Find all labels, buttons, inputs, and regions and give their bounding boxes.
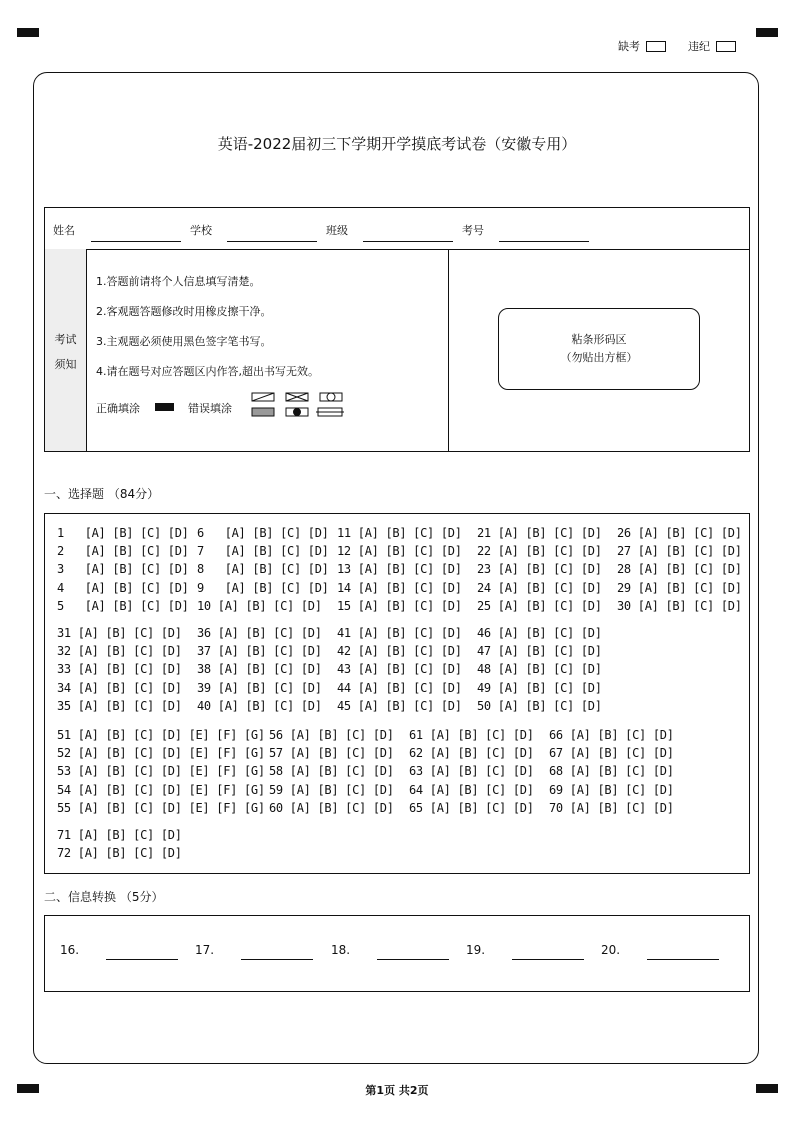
choice-question[interactable]: 23 [A] [B] [C] [D] bbox=[477, 562, 602, 577]
choice-question[interactable]: 22 [A] [B] [C] [D] bbox=[477, 544, 602, 559]
choice-question[interactable]: 42 [A] [B] [C] [D] bbox=[337, 644, 462, 659]
choice-question[interactable]: 28 [A] [B] [C] [D] bbox=[617, 562, 742, 577]
absent-checkbox[interactable] bbox=[646, 41, 666, 52]
choice-question[interactable]: 47 [A] [B] [C] [D] bbox=[477, 644, 602, 659]
choice-question[interactable]: 50 [A] [B] [C] [D] bbox=[477, 698, 602, 713]
blank-number: 19. bbox=[466, 943, 486, 957]
choice-question[interactable]: 21 [A] [B] [C] [D] bbox=[477, 526, 602, 540]
choice-question[interactable]: 61 [A] [B] [C] [D] bbox=[409, 728, 534, 742]
blank-item bbox=[601, 943, 620, 957]
choice-question[interactable]: 51 [A] [B] [C] [D] [E] [F] [G] bbox=[57, 728, 265, 742]
choice-question[interactable]: 32 [A] [B] [C] [D] bbox=[57, 644, 182, 659]
choice-question[interactable]: 70 [A] [B] [C] [D] bbox=[549, 800, 674, 815]
choice-question[interactable]: 62 [A] [B] [C] [D] bbox=[409, 746, 534, 761]
choice-answer-area bbox=[44, 513, 750, 874]
choice-question[interactable]: 6 [A] [B] [C] [D] bbox=[197, 526, 329, 540]
status-flags bbox=[618, 38, 736, 54]
choice-question[interactable]: 2 [A] [B] [C] [D] bbox=[57, 544, 189, 559]
choice-question[interactable]: 27 [A] [B] [C] [D] bbox=[617, 544, 742, 559]
choice-question[interactable]: 35 [A] [B] [C] [D] bbox=[57, 698, 182, 713]
choice-question[interactable]: 41 [A] [B] [C] [D] bbox=[337, 626, 462, 640]
registration-mark-top-right bbox=[756, 28, 778, 37]
choice-question[interactable]: 33 [A] [B] [C] [D] bbox=[57, 662, 182, 677]
blank-number: 18. bbox=[331, 943, 351, 957]
name-label: 姓名 bbox=[53, 224, 75, 237]
info-divider bbox=[448, 249, 449, 451]
choice-question[interactable]: 49 [A] [B] [C] [D] bbox=[477, 680, 602, 695]
info-fields-row bbox=[45, 208, 749, 250]
name-field[interactable] bbox=[91, 241, 181, 242]
choice-question[interactable]: 68 [A] [B] [C] [D] bbox=[549, 764, 674, 779]
student-info-block bbox=[44, 207, 750, 452]
choice-question[interactable]: 10 [A] [B] [C] [D] bbox=[197, 598, 322, 613]
page-title: 英语-2022届初三下学期开学摸底考试卷（安徽专用） bbox=[217, 135, 577, 153]
wrong-fill-samples-icon bbox=[250, 391, 345, 419]
choice-question[interactable]: 13 [A] [B] [C] [D] bbox=[337, 562, 462, 577]
notice-item: 2.客观题答题修改时用橡皮擦干净。 bbox=[96, 305, 272, 318]
wrong-fill-label: 错误填涂 bbox=[188, 402, 232, 415]
choice-question[interactable]: 11 [A] [B] [C] [D] bbox=[337, 526, 462, 540]
blank-item bbox=[60, 943, 79, 957]
choice-question[interactable]: 48 [A] [B] [C] [D] bbox=[477, 662, 602, 677]
choice-question[interactable]: 24 [A] [B] [C] [D] bbox=[477, 580, 602, 595]
choice-question[interactable]: 60 [A] [B] [C] [D] bbox=[269, 800, 394, 815]
choice-question[interactable]: 71 [A] [B] [C] [D] bbox=[57, 828, 182, 842]
answer-line[interactable] bbox=[377, 959, 449, 960]
choice-question[interactable]: 66 [A] [B] [C] [D] bbox=[549, 728, 674, 742]
choice-question[interactable]: 30 [A] [B] [C] [D] bbox=[617, 598, 742, 613]
violation-flag[interactable] bbox=[688, 38, 736, 54]
choice-question[interactable]: 43 [A] [B] [C] [D] bbox=[337, 662, 462, 677]
violation-checkbox[interactable] bbox=[716, 41, 736, 52]
blank-item bbox=[466, 943, 485, 957]
choice-question[interactable]: 40 [A] [B] [C] [D] bbox=[197, 698, 322, 713]
barcode-note: （勿贴出方框） bbox=[560, 351, 638, 364]
notice-item: 1.答题前请将个人信息填写清楚。 bbox=[96, 275, 261, 288]
choice-question[interactable]: 34 [A] [B] [C] [D] bbox=[57, 680, 182, 695]
choice-question[interactable]: 37 [A] [B] [C] [D] bbox=[197, 644, 322, 659]
answer-line[interactable] bbox=[647, 959, 719, 960]
choice-question[interactable]: 7 [A] [B] [C] [D] bbox=[197, 544, 329, 559]
choice-question[interactable]: 56 [A] [B] [C] [D] bbox=[269, 728, 394, 742]
section-title-info-transfer: 二、信息转换 （5分） bbox=[44, 890, 164, 904]
choice-question[interactable]: 36 [A] [B] [C] [D] bbox=[197, 626, 322, 640]
choice-question[interactable]: 14 [A] [B] [C] [D] bbox=[337, 580, 462, 595]
blank-item bbox=[195, 943, 214, 957]
absent-label: 缺考 bbox=[618, 40, 640, 53]
choice-question[interactable]: 39 [A] [B] [C] [D] bbox=[197, 680, 322, 695]
notice-label bbox=[45, 249, 87, 451]
choice-question[interactable]: 54 [A] [B] [C] [D] [E] [F] [G] bbox=[57, 782, 265, 797]
school-label: 学校 bbox=[190, 224, 212, 237]
exam-number-label: 考号 bbox=[462, 224, 484, 237]
choice-question[interactable]: 57 [A] [B] [C] [D] bbox=[269, 746, 394, 761]
correct-fill-label: 正确填涂 bbox=[96, 402, 140, 415]
choice-question[interactable]: 45 [A] [B] [C] [D] bbox=[337, 698, 462, 713]
page-number: 第1页 共2页 bbox=[365, 1084, 429, 1097]
choice-question[interactable]: 12 [A] [B] [C] [D] bbox=[337, 544, 462, 559]
blank-number: 16. bbox=[60, 943, 80, 957]
choice-question[interactable]: 15 [A] [B] [C] [D] bbox=[337, 598, 462, 613]
exam-number-field[interactable] bbox=[499, 241, 589, 242]
choice-question[interactable]: 1 [A] [B] [C] [D] bbox=[57, 526, 189, 540]
blank-number: 20. bbox=[601, 943, 621, 957]
answer-line[interactable] bbox=[241, 959, 313, 960]
info-transfer-answer-area bbox=[44, 915, 750, 992]
school-field[interactable] bbox=[227, 241, 317, 242]
choice-question[interactable]: 3 [A] [B] [C] [D] bbox=[57, 562, 189, 577]
choice-question[interactable]: 69 [A] [B] [C] [D] bbox=[549, 782, 674, 797]
choice-question[interactable]: 58 [A] [B] [C] [D] bbox=[269, 764, 394, 779]
correct-fill-sample-icon bbox=[155, 403, 174, 411]
choice-question[interactable]: 8 [A] [B] [C] [D] bbox=[197, 562, 329, 577]
class-label: 班级 bbox=[326, 224, 348, 237]
choice-question[interactable]: 52 [A] [B] [C] [D] [E] [F] [G] bbox=[57, 746, 265, 761]
blank-number: 17. bbox=[195, 943, 215, 957]
choice-question[interactable]: 29 [A] [B] [C] [D] bbox=[617, 580, 742, 595]
choice-question[interactable]: 5 [A] [B] [C] [D] bbox=[57, 598, 189, 613]
class-field[interactable] bbox=[363, 241, 453, 242]
absent-flag[interactable] bbox=[618, 38, 666, 54]
barcode-label: 粘条形码区 bbox=[571, 333, 627, 346]
registration-mark-top-left bbox=[17, 28, 39, 37]
section-title-choice: 一、选择题 （84分） bbox=[44, 487, 160, 501]
barcode-area bbox=[498, 308, 700, 390]
answer-line[interactable] bbox=[512, 959, 584, 960]
choice-question[interactable]: 67 [A] [B] [C] [D] bbox=[549, 746, 674, 761]
choice-question[interactable]: 31 [A] [B] [C] [D] bbox=[57, 626, 182, 640]
choice-question[interactable]: 26 [A] [B] [C] [D] bbox=[617, 526, 742, 540]
choice-question[interactable]: 65 [A] [B] [C] [D] bbox=[409, 800, 534, 815]
notice-item: 4.请在题号对应答题区内作答,超出书写无效。 bbox=[96, 365, 319, 378]
choice-question[interactable]: 25 [A] [B] [C] [D] bbox=[477, 598, 602, 613]
choice-question[interactable]: 46 [A] [B] [C] [D] bbox=[477, 626, 602, 640]
notice-label-line1: 考试 bbox=[54, 333, 77, 346]
choice-question[interactable]: 4 [A] [B] [C] [D] bbox=[57, 580, 189, 595]
choice-question[interactable]: 64 [A] [B] [C] [D] bbox=[409, 782, 534, 797]
blank-item bbox=[331, 943, 350, 957]
choice-question[interactable]: 72 [A] [B] [C] [D] bbox=[57, 846, 182, 861]
choice-question[interactable]: 55 [A] [B] [C] [D] [E] [F] [G] bbox=[57, 800, 265, 815]
notice-label-line2: 须知 bbox=[54, 358, 77, 371]
choice-question[interactable]: 63 [A] [B] [C] [D] bbox=[409, 764, 534, 779]
choice-question[interactable]: 59 [A] [B] [C] [D] bbox=[269, 782, 394, 797]
choice-question[interactable]: 38 [A] [B] [C] [D] bbox=[197, 662, 322, 677]
violation-label: 违纪 bbox=[688, 40, 710, 53]
choice-question[interactable]: 44 [A] [B] [C] [D] bbox=[337, 680, 462, 695]
choice-question[interactable]: 53 [A] [B] [C] [D] [E] [F] [G] bbox=[57, 764, 265, 779]
answer-line[interactable] bbox=[106, 959, 178, 960]
notice-item: 3.主观题必须使用黑色签字笔书写。 bbox=[96, 335, 272, 348]
choice-question[interactable]: 9 [A] [B] [C] [D] bbox=[197, 580, 329, 595]
